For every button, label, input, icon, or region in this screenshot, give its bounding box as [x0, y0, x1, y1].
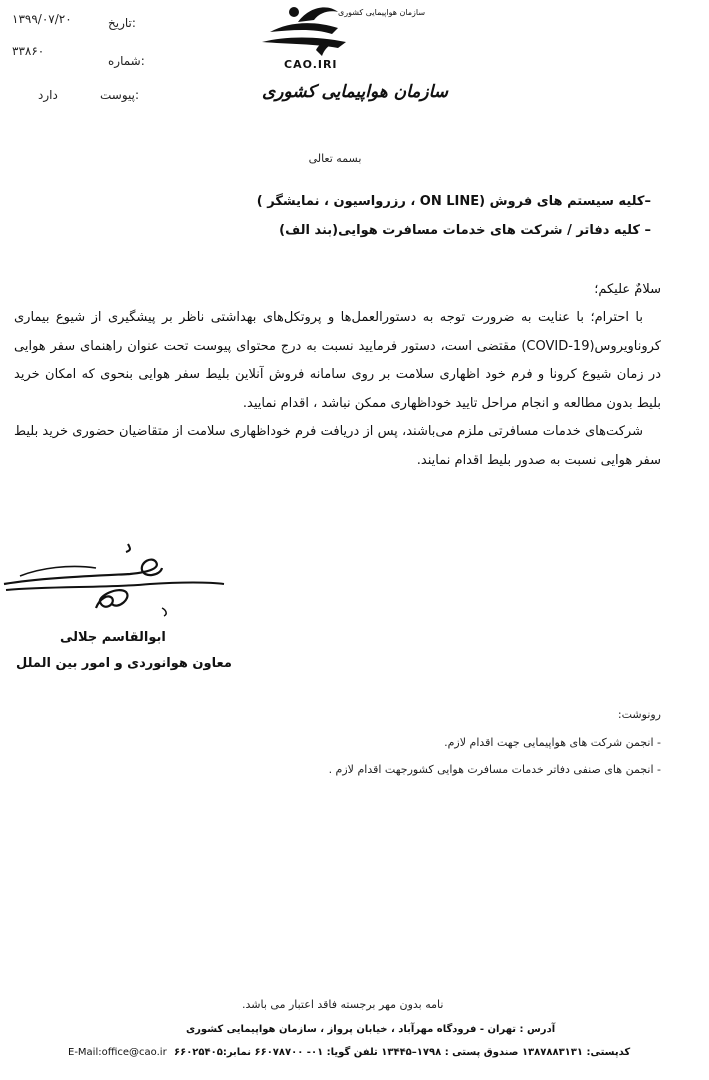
logo-name: سازمان هواپیمایی کشوری: [262, 82, 449, 102]
logo-top-text: سازمان هواپیمایی کشوری: [338, 8, 426, 17]
recipient-line-1: –کلیه سیستم های فروش (ON LINE ، رزرواسیون ، نمایشگر ): [256, 194, 651, 209]
signatory-title: معاون هوانوردی و امور بین الملل: [16, 656, 232, 671]
bismillah: بسمه تعالی: [308, 152, 362, 165]
logo-code: CAO.IRI: [284, 58, 338, 71]
body-paragraph-2: شرکت‌های خدمات مسافرتی ملزم می‌باشند، پس از دریافت فرم خوداظهاری سلامت از متقاضیان حضوری خرید بلیط سفر هوایی نسبت به صدور بلیط اقدام نمایند.: [14, 424, 661, 468]
cc-item-1: - انجمن شرکت های هواپیمایی جهت اقدام لازم.: [444, 736, 661, 749]
footer-contact-line: کدپستی: ۱۳۸۷۸۸۳۱۳۱ صندوق پستی : ۱۷۹۸–۱۳۴۴۵ تلفن گویا: ۰۱- ۶۶۰۷۸۷۰۰ نمابر:۶۶۰۲۵۴۰۵: [174, 1047, 631, 1058]
number-label: شماره:: [108, 54, 145, 68]
handwritten-signature: [0, 538, 230, 628]
footer-address: آدرس : تهران - فرودگاه مهرآباد ، خیابان پرواز ، سازمان هواپیمایی کشوری: [186, 1024, 556, 1035]
number-value: ۳۳۸۶۰: [12, 44, 45, 58]
cao-logo: [258, 2, 449, 114]
date-value: ۱۳۹۹/۰۷/۲۰: [12, 12, 72, 26]
date-label: تاریخ:: [108, 16, 136, 30]
footer-validity-note: نامه بدون مهر برجسته فاقد اعتبار می باشد.: [242, 998, 444, 1011]
body-paragraph-1: با احترام؛ با عنایت به ضرورت توجه به دستورالعمل‌ها و پروتکل‌های بهداشتی ناظر بر پیشگیری از شیوع بیماری کروناویروس(COVID-19) مقتضی است، دستور فرمایید نسبت به درج محتوای پیوست تحت عنوان راهنمای سفر هوایی در زمان شیوع کرونا و فرم خود اظهاری سلامت بر روی سامانه فروش آنلاین بلیط سفر هوایی بنحوی که امکان خرید بلیط بدون مطالعه و انجام مراحل تایید خوداظهاری ممکن نباشد ، اقدام نمایید.: [14, 310, 661, 411]
salutation: سلامٌ علیکم؛: [594, 282, 661, 297]
letter-body: [14, 304, 661, 475]
footer-email: E-Mail:office@cao.ir: [68, 1047, 167, 1058]
attachment-label: پیوست:: [100, 88, 140, 102]
attachment-value: دارد: [38, 88, 58, 102]
cc-item-2: - انجمن های صنفی دفاتر خدمات مسافرت هوایی کشورجهت اقدام لازم .: [328, 763, 661, 776]
cc-label: رونوشت:: [617, 708, 661, 721]
recipient-line-2: – کلیه دفاتر / شرکت های خدمات مسافرت هوایی(بند الف): [279, 223, 651, 238]
signatory-name: ابوالقاسم جلالی: [60, 630, 166, 645]
